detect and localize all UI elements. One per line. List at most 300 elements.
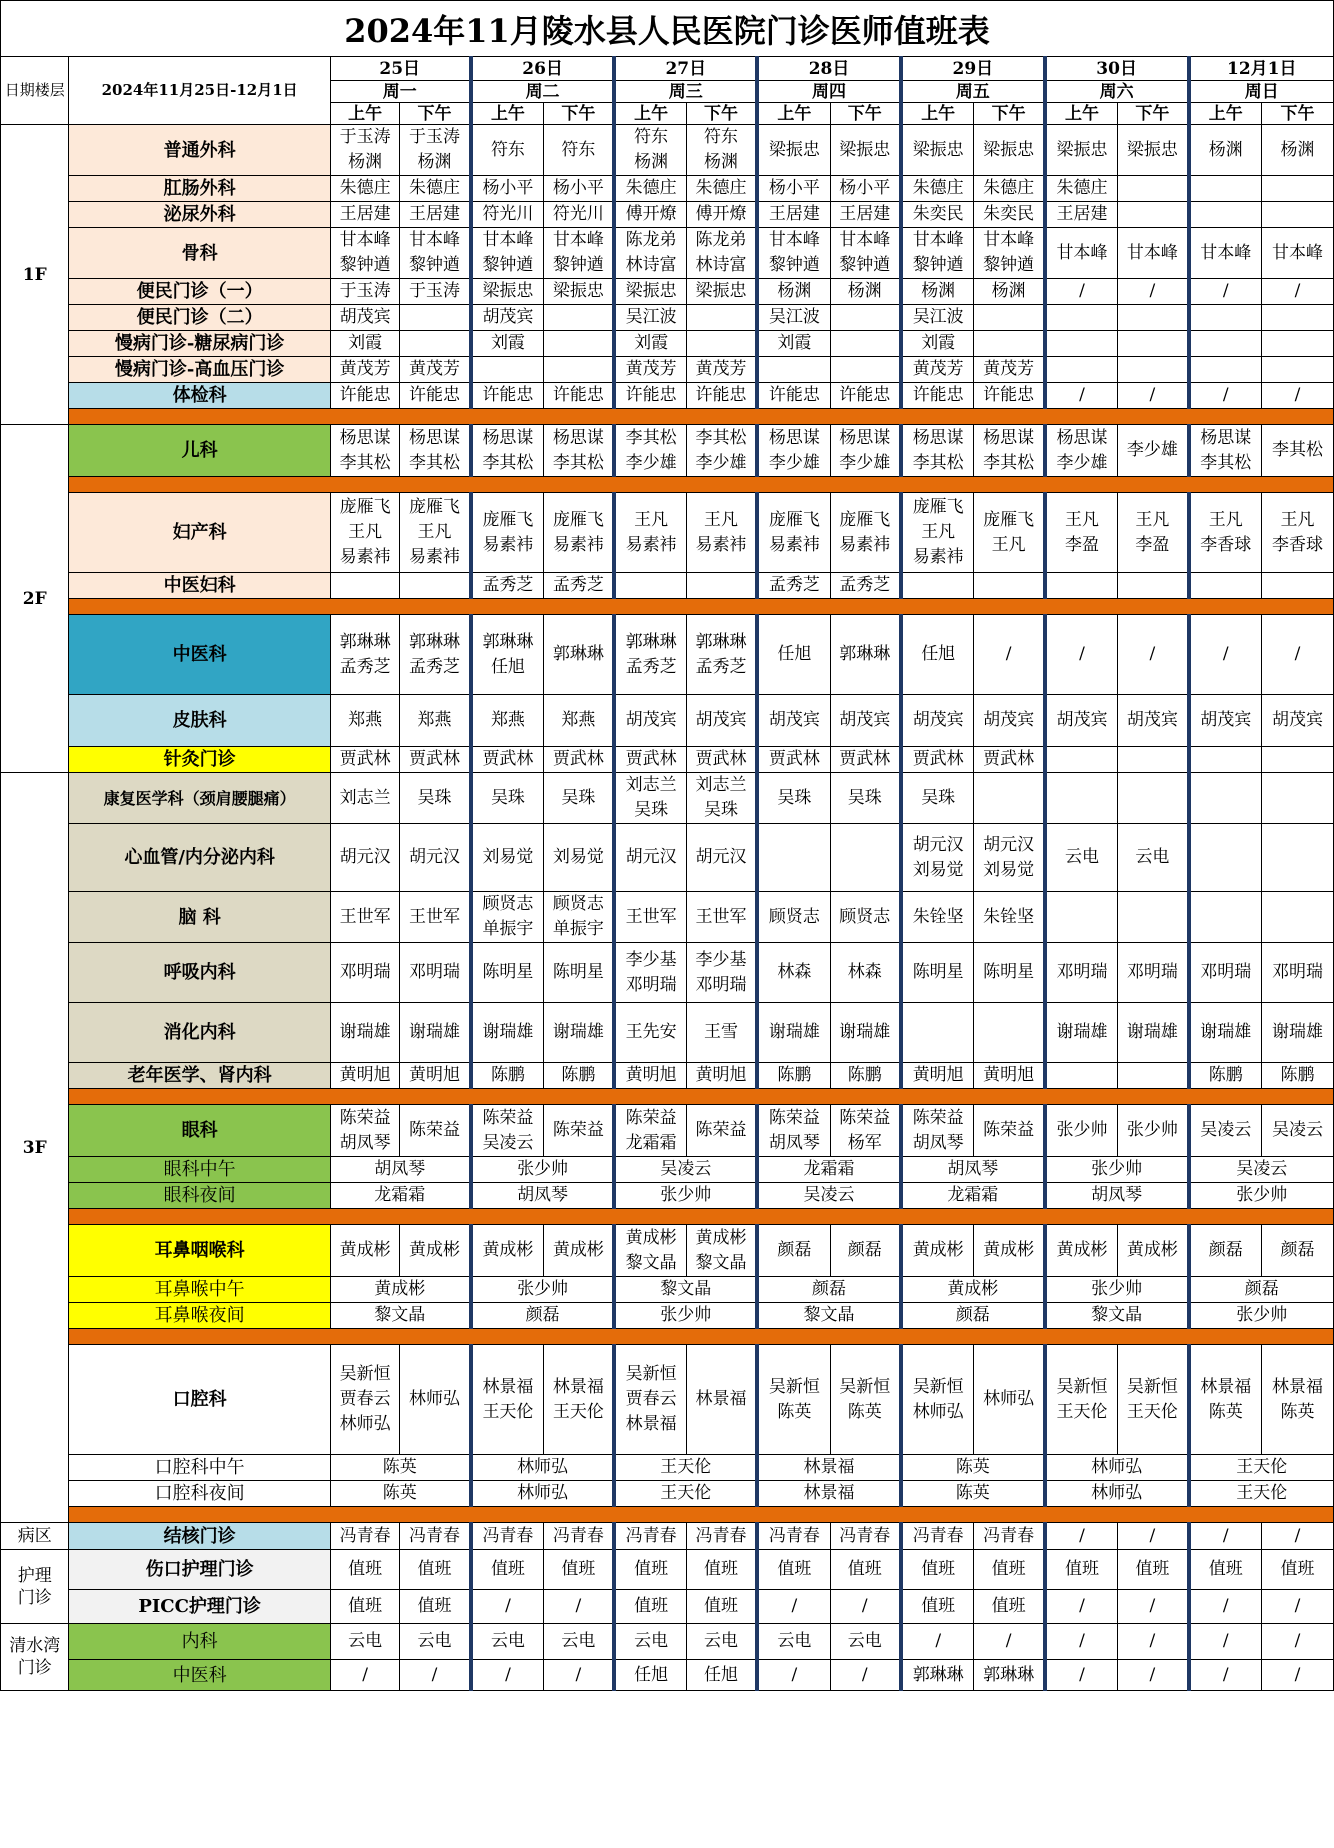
doctor-name: 朱奕民 (912, 204, 964, 224)
duty-cell (330, 1660, 400, 1691)
doctor-name: 刘霞 (348, 333, 383, 353)
duty-cell (400, 228, 471, 279)
duty-cell (1045, 228, 1118, 279)
duty-cell-merged: 陈英 (330, 1455, 470, 1481)
doctor-name: 郭琳琳 (983, 1664, 1035, 1685)
doctor-name: 吴珠 (921, 787, 956, 808)
day-weekday: 周日 (1189, 81, 1334, 103)
doctor-name: 云电 (847, 1631, 882, 1651)
duty-cell (974, 824, 1045, 892)
doctor-name: 符东 (703, 127, 738, 147)
duty-cell (1189, 773, 1262, 824)
duty-cell (1118, 824, 1189, 892)
duty-cell (400, 305, 471, 331)
doctor-name: 黄成彬 (409, 1240, 461, 1260)
doctor-name: 吴新恒 (339, 1364, 391, 1384)
doctor-name: 许能忠 (768, 385, 820, 405)
duty-cell (1118, 773, 1189, 824)
duty-cell (974, 747, 1045, 773)
duty-cell (1262, 331, 1334, 357)
doctor-name: 胡茂宾 (768, 710, 820, 730)
doctor-name: 王凡 (1135, 509, 1170, 530)
doctor-name: 李少雄 (839, 452, 891, 473)
doctor-name: 郭琳琳 (552, 644, 604, 664)
department-name: 内科 (69, 1624, 330, 1660)
duty-cell (330, 892, 400, 943)
duty-cell (686, 1003, 757, 1063)
duty-cell (614, 1003, 686, 1063)
doctor-name: 林森 (847, 962, 882, 982)
doctor-name: 陈鹏 (847, 1065, 882, 1085)
am-header: 上午 (901, 103, 974, 125)
duty-cell (1118, 331, 1189, 357)
doctor-name: 值班 (1208, 1559, 1243, 1579)
duty-cell-merged: 吴凌云 (1189, 1157, 1334, 1183)
doctor-name: 郭琳琳 (912, 1664, 964, 1685)
duty-cell (1262, 425, 1334, 477)
doctor-name: 杨思谋 (839, 427, 891, 448)
duty-cell (614, 357, 686, 383)
duty-cell (400, 573, 471, 599)
duty-cell-merged: 吴凌云 (757, 1183, 901, 1209)
department-name: 老年医学、肾内科 (69, 1063, 330, 1089)
duty-cell (830, 1523, 901, 1550)
duty-cell (974, 1523, 1045, 1550)
duty-cell (471, 1523, 544, 1550)
doctor-name: 冯青春 (552, 1525, 604, 1546)
pm-header: 下午 (544, 103, 615, 125)
duty-cell (614, 943, 686, 1003)
doctor-name: 谢瑞雄 (339, 1022, 391, 1042)
doctor-name: 黎钟遒 (983, 255, 1035, 275)
doctor-name: 胡茂宾 (912, 710, 964, 730)
duty-cell (830, 1660, 901, 1691)
duty-cell (614, 747, 686, 773)
doctor-name: 吴凌云 (1200, 1120, 1252, 1140)
duty-cell (330, 1063, 400, 1089)
duty-cell (1045, 1003, 1118, 1063)
doctor-name: 王世军 (695, 906, 747, 927)
duty-cell-merged: 林景福 (757, 1481, 901, 1507)
doctor-name: 刘志兰 (625, 775, 677, 795)
doctor-name: 刘霞 (921, 333, 956, 353)
doctor-name: 冯青春 (409, 1525, 461, 1546)
am-header: 上午 (330, 103, 400, 125)
day-date: 28日 (757, 57, 901, 81)
slash-mark: / (1222, 1664, 1229, 1685)
doctor-name: 甘本峰 (839, 230, 891, 250)
duty-cell (1262, 1590, 1334, 1624)
doctor-name: 值班 (921, 1596, 956, 1616)
doctor-name: 易素袆 (839, 534, 891, 555)
doctor-name: 黄成彬 (1126, 1240, 1178, 1260)
duty-cell-merged: 胡凤琴 (330, 1157, 470, 1183)
doctor-name: 陈英 (847, 1401, 882, 1422)
doctor-name: 王居建 (768, 204, 820, 224)
duty-cell (901, 1063, 974, 1089)
slash-mark: / (1149, 1664, 1156, 1685)
duty-cell (1189, 1345, 1262, 1455)
duty-cell (974, 493, 1045, 573)
duty-cell (686, 1523, 757, 1550)
duty-cell (1262, 202, 1334, 228)
doctor-name: 谢瑞雄 (482, 1022, 534, 1042)
duty-cell (974, 1225, 1045, 1277)
duty-cell-merged: 龙霜霜 (330, 1183, 470, 1209)
duty-cell (544, 493, 615, 573)
department-name: 普通外科 (69, 125, 330, 176)
duty-cell (901, 747, 974, 773)
duty-cell (1262, 1225, 1334, 1277)
doctor-name: 林景福 (695, 1389, 747, 1409)
duty-cell (901, 383, 974, 409)
section-separator (69, 1089, 1334, 1105)
duty-cell (400, 1550, 471, 1590)
duty-cell-merged: 王天伦 (1189, 1481, 1334, 1507)
duty-cell (757, 1225, 830, 1277)
doctor-name: 杨渊 (703, 152, 738, 172)
doctor-name: 贾武林 (912, 749, 964, 769)
duty-cell (974, 425, 1045, 477)
duty-cell (614, 1590, 686, 1624)
doctor-name: 杨小平 (839, 178, 891, 198)
duty-cell (1045, 279, 1118, 305)
doctor-name: 李少雄 (625, 452, 677, 473)
duty-cell (1118, 1003, 1189, 1063)
duty-cell (757, 425, 830, 477)
duty-cell (830, 1345, 901, 1455)
slash-mark: / (1079, 1596, 1085, 1616)
doctor-name: 梁振忠 (983, 139, 1035, 160)
doctor-name: 李其松 (983, 452, 1035, 473)
department-name: 体检科 (69, 383, 330, 409)
doctor-name: 颜磊 (777, 1240, 812, 1260)
doctor-name: 孟秀芝 (695, 656, 747, 677)
duty-cell (400, 943, 471, 1003)
duty-cell (400, 747, 471, 773)
duty-cell (471, 125, 544, 176)
duty-cell (1118, 573, 1189, 599)
duty-cell (901, 1105, 974, 1157)
duty-cell-merged: 张少帅 (1045, 1277, 1189, 1303)
duty-cell (1262, 1523, 1334, 1550)
duty-cell (400, 279, 471, 305)
duty-cell (1189, 1590, 1262, 1624)
duty-cell-merged: 陈英 (901, 1455, 1045, 1481)
duty-cell-merged: 黎文晶 (330, 1303, 470, 1329)
doctor-name: 李少雄 (768, 452, 820, 473)
doctor-name: 值班 (417, 1559, 452, 1579)
duty-cell (614, 1063, 686, 1089)
doctor-name: 梁振忠 (695, 281, 747, 301)
doctor-name: 甘本峰 (983, 230, 1035, 250)
doctor-name: 邓明瑞 (409, 962, 461, 982)
doctor-name: 邓明瑞 (1272, 962, 1324, 982)
doctor-name: 王居建 (339, 204, 391, 224)
doctor-name: 胡茂宾 (1126, 710, 1178, 730)
doctor-name: 黎钟遒 (839, 255, 891, 275)
duty-cell (400, 892, 471, 943)
duty-cell (614, 1523, 686, 1550)
duty-cell (1189, 1550, 1262, 1590)
duty-cell-merged: 吴凌云 (614, 1157, 757, 1183)
doctor-name: 郭琳琳 (839, 644, 891, 664)
doctor-name: 郭琳琳 (625, 631, 677, 652)
doctor-name: 甘本峰 (1272, 242, 1324, 263)
doctor-name: 甘本峰 (409, 230, 461, 250)
duty-cell (400, 176, 471, 202)
doctor-name: 梁振忠 (1126, 139, 1178, 160)
duty-cell (974, 1105, 1045, 1157)
doctor-name: 邓明瑞 (1126, 962, 1178, 982)
duty-cell (1262, 176, 1334, 202)
doctor-name: 吴新恒 (912, 1376, 964, 1397)
duty-cell (686, 176, 757, 202)
duty-cell (330, 773, 400, 824)
doctor-name: 邓明瑞 (695, 974, 747, 995)
doctor-name: 谢瑞雄 (1126, 1022, 1178, 1042)
duty-cell (757, 1523, 830, 1550)
doctor-name: 李其松 (912, 452, 964, 473)
doctor-name: 贾武林 (482, 749, 534, 769)
duty-cell (1262, 1063, 1334, 1089)
duty-cell (1262, 747, 1334, 773)
duty-cell (471, 695, 544, 747)
duty-cell-merged: 龙霜霜 (901, 1183, 1045, 1209)
duty-cell (686, 279, 757, 305)
duty-cell (330, 202, 400, 228)
department-name: 呼吸内科 (69, 943, 330, 1003)
floor-3f: 3F (1, 773, 69, 1523)
duty-cell (1262, 305, 1334, 331)
duty-cell (686, 425, 757, 477)
doctor-name: 胡茂宾 (1272, 710, 1324, 730)
doctor-name: 云电 (703, 1631, 738, 1651)
duty-cell (330, 1523, 400, 1550)
duty-cell (471, 425, 544, 477)
duty-cell (974, 125, 1045, 176)
duty-cell (830, 573, 901, 599)
duty-cell (614, 202, 686, 228)
doctor-name: 许能忠 (912, 385, 964, 405)
duty-cell (1045, 573, 1118, 599)
duty-cell (1045, 615, 1118, 695)
slash-mark: / (1079, 1525, 1085, 1546)
duty-cell (330, 357, 400, 383)
duty-cell (686, 305, 757, 331)
pm-header: 下午 (974, 103, 1045, 125)
duty-cell (1189, 1624, 1262, 1660)
duty-cell (901, 357, 974, 383)
department-name: 骨科 (69, 228, 330, 279)
duty-cell (757, 383, 830, 409)
duty-cell (330, 228, 400, 279)
doctor-name: 王凡 (991, 534, 1026, 555)
duty-cell (330, 1003, 400, 1063)
duty-cell (330, 425, 400, 477)
doctor-name: 王凡 (1064, 509, 1099, 530)
doctor-name: 陈鹏 (1208, 1065, 1243, 1085)
duty-cell-merged: 黎文晶 (614, 1277, 757, 1303)
doctor-name: 李少雄 (1056, 452, 1108, 473)
duty-cell (901, 228, 974, 279)
doctor-name: 王天伦 (1126, 1401, 1178, 1422)
duty-cell (1118, 305, 1189, 331)
duty-cell-merged: 黄成彬 (330, 1277, 470, 1303)
doctor-name: 黄明旭 (339, 1065, 391, 1085)
duty-cell (544, 615, 615, 695)
duty-cell (1189, 305, 1262, 331)
doctor-name: 杨思谋 (1056, 427, 1108, 448)
doctor-name: 王世军 (625, 906, 677, 927)
duty-cell (830, 1063, 901, 1089)
department-name: 耳鼻喉中午 (69, 1277, 330, 1303)
doctor-name: 杨思谋 (339, 427, 391, 448)
doctor-name: 陈英 (777, 1401, 812, 1422)
duty-cell (757, 1660, 830, 1691)
doctor-name: 顾贤志 (482, 894, 534, 914)
doctor-name: 王居建 (409, 204, 461, 224)
section-separator (69, 1209, 1334, 1225)
department-name: 慢病门诊-糖尿病门诊 (69, 331, 330, 357)
duty-cell (544, 1550, 615, 1590)
doctor-name: 胡元汉 (912, 834, 964, 855)
duty-cell (974, 305, 1045, 331)
duty-cell (686, 331, 757, 357)
duty-cell (544, 943, 615, 1003)
doctor-name: 任旭 (703, 1664, 738, 1685)
doctor-name: 胡元汉 (695, 847, 747, 867)
doctor-name: 许能忠 (695, 385, 747, 405)
doctor-name: 甘本峰 (1200, 242, 1252, 263)
doctor-name: 黄茂芳 (625, 359, 677, 379)
duty-cell-merged: 林师弘 (1045, 1455, 1189, 1481)
doctor-name: 冯青春 (983, 1525, 1035, 1546)
duty-cell (471, 1660, 544, 1691)
doctor-name: 黄明旭 (912, 1065, 964, 1085)
doctor-name: 陈荣益 (695, 1120, 747, 1140)
duty-cell (544, 279, 615, 305)
doctor-name: 吴珠 (561, 787, 596, 808)
duty-cell (974, 1590, 1045, 1624)
doctor-name: 吴珠 (490, 787, 525, 808)
duty-cell (1045, 357, 1118, 383)
doctor-name: 黄茂芳 (695, 359, 747, 379)
duty-cell (471, 202, 544, 228)
doctor-name: 冯青春 (839, 1525, 891, 1546)
duty-cell (757, 279, 830, 305)
duty-cell (686, 773, 757, 824)
duty-cell (901, 331, 974, 357)
duty-cell (686, 573, 757, 599)
duty-cell (400, 1345, 471, 1455)
doctor-name: 于玉涛 (339, 127, 391, 147)
doctor-name: 胡元汉 (625, 847, 677, 867)
doctor-name: 陈龙弟 (625, 230, 677, 250)
doctor-name: 易素袆 (409, 547, 461, 567)
doctor-name: 陈明星 (482, 962, 534, 982)
duty-cell (974, 943, 1045, 1003)
duty-cell (830, 305, 901, 331)
doctor-name: 黎钟遒 (409, 255, 461, 275)
doctor-name: 林景福 (1200, 1376, 1252, 1397)
duty-cell (614, 279, 686, 305)
doctor-name: 孟秀芝 (482, 575, 534, 595)
duty-cell (901, 615, 974, 695)
department-name: 康复医学科（颈肩腰腿痛） (69, 773, 330, 824)
duty-cell (686, 943, 757, 1003)
duty-cell (1189, 228, 1262, 279)
duty-cell (974, 892, 1045, 943)
doctor-name: 王凡 (703, 509, 738, 530)
doctor-name: 傅开燎 (625, 204, 677, 224)
duty-cell (614, 331, 686, 357)
duty-cell-merged: 张少帅 (614, 1183, 757, 1209)
doctor-name: 黎钟遒 (339, 255, 391, 275)
duty-cell (1189, 943, 1262, 1003)
department-name: 眼科 (69, 1105, 330, 1157)
duty-cell-merged: 王天伦 (1189, 1455, 1334, 1481)
doctor-name: 黎钟遒 (768, 255, 820, 275)
duty-cell (1118, 383, 1189, 409)
doctor-name: 陈鹏 (1280, 1065, 1315, 1085)
duty-cell (330, 1550, 400, 1590)
department-name: 眼科中午 (69, 1157, 330, 1183)
department-name: 口腔科夜间 (69, 1481, 330, 1507)
doctor-name: 陈荣益 (409, 1120, 461, 1140)
am-header: 上午 (614, 103, 686, 125)
duty-cell (1045, 747, 1118, 773)
doctor-name: 吴江波 (768, 307, 820, 327)
doctor-name: 王先安 (625, 1022, 677, 1042)
doctor-name: 顾贤志 (552, 894, 604, 914)
duty-cell (614, 1550, 686, 1590)
doctor-name: 符光川 (552, 204, 604, 224)
pm-header: 下午 (400, 103, 471, 125)
duty-cell (1189, 1003, 1262, 1063)
duty-cell (1189, 202, 1262, 228)
duty-cell (1262, 1345, 1334, 1455)
duty-cell (686, 695, 757, 747)
duty-cell (1045, 1105, 1118, 1157)
doctor-name: 单振宇 (552, 919, 604, 939)
department-name: 泌尿外科 (69, 202, 330, 228)
duty-cell (830, 493, 901, 573)
duty-cell (1189, 176, 1262, 202)
slash-mark: / (1222, 281, 1229, 301)
duty-cell (686, 1225, 757, 1277)
duty-cell (1118, 695, 1189, 747)
duty-cell (830, 425, 901, 477)
duty-cell (1262, 125, 1334, 176)
page-title: 2024年11月陵水县人民医院门诊医师值班表 (0, 0, 1334, 56)
doctor-name: 李少雄 (695, 452, 747, 473)
doctor-name: 黎钟遒 (552, 255, 604, 275)
duty-cell (1189, 695, 1262, 747)
doctor-name: 王雪 (703, 1022, 738, 1042)
slash-mark: / (1294, 644, 1301, 664)
duty-cell (544, 383, 615, 409)
duty-cell-merged: 胡凤琴 (1045, 1183, 1189, 1209)
duty-cell (901, 824, 974, 892)
doctor-name: 黄茂芳 (912, 359, 964, 379)
doctor-name: 李其松 (1272, 440, 1324, 460)
doctor-name: 胡茂宾 (1056, 710, 1108, 730)
duty-cell (1118, 1225, 1189, 1277)
duty-cell (330, 1105, 400, 1157)
doctor-name: 谢瑞雄 (1272, 1022, 1324, 1042)
doctor-name: 朱铨坚 (983, 906, 1035, 927)
